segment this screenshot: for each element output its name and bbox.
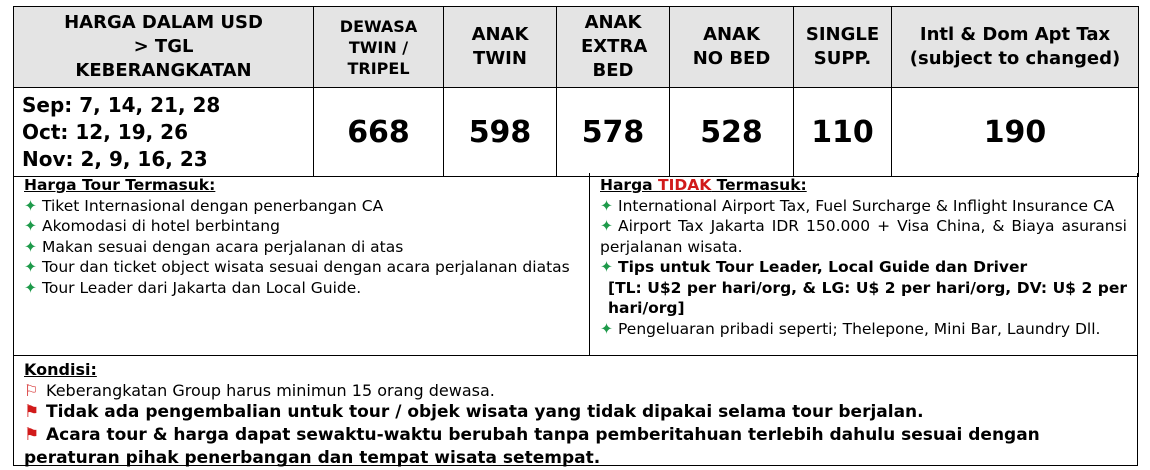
included-item-text: Makan sesuai dengan acara perjalanan di atas: [42, 237, 404, 256]
price-single-supp: 110: [794, 88, 892, 177]
inclusions-section: [13, 173, 1138, 356]
excluded-column: [590, 173, 1137, 355]
four-point-star-icon: ✦: [600, 196, 613, 215]
four-point-star-icon: ✦: [600, 258, 613, 276]
included-item-text: Tour dan ticket object wisata sesuai dengan acara perjalanan diatas: [42, 258, 570, 276]
four-point-star-icon: ✦: [600, 217, 613, 235]
four-point-star-icon: ✦: [24, 217, 37, 235]
included-item: [24, 216, 579, 237]
price-adult-twin: 668: [314, 88, 444, 177]
condition-item-text: Keberangkatan Group harus minimun 15 orang dewasa.: [46, 381, 495, 400]
conditions-title: Kondisi:: [24, 360, 97, 379]
date-line-nov: Nov: 2, 9, 16, 23: [22, 146, 208, 171]
header-child-no-bed: ANAK NO BED: [670, 7, 794, 88]
conditions-section: [13, 356, 1138, 466]
four-point-star-icon: ✦: [24, 237, 37, 256]
four-point-star-icon: ✦: [24, 278, 37, 297]
excluded-item-text: Airport Tax Jakarta IDR 150.000 + Visa China, & Biaya asuransi perjalanan wisata.: [600, 217, 1127, 256]
price-apt-tax: 190: [892, 88, 1139, 177]
included-item: [24, 278, 579, 299]
excluded-title: [600, 175, 1127, 196]
condition-item: [24, 424, 1127, 470]
price-table-row: [14, 88, 1139, 177]
excluded-title-post: Termasuk:: [711, 176, 807, 194]
excluded-item-text: International Airport Tax, Fuel Surcharge & Inflight Insurance CA: [618, 196, 1115, 215]
price-child-extra-bed: 578: [557, 88, 670, 177]
excluded-item: [600, 216, 1127, 257]
condition-item: [24, 380, 1127, 401]
included-title: Harga Tour Termasuk:: [24, 176, 216, 194]
flag-icon: ⚑: [24, 425, 40, 445]
included-item-text: Tiket Internasional dengan penerbangan CA: [42, 196, 384, 215]
excluded-title-pre: Harga: [600, 176, 659, 194]
date-line-sep: Sep: 7, 14, 21, 28: [22, 92, 221, 117]
four-point-star-icon: ✦: [600, 319, 613, 338]
header-date: HARGA DALAM USD > TGL KEBERANGKATAN: [14, 7, 314, 88]
tips-detail: [TL: U$2 per hari/org, & LG: U$ 2 per hari/org, DV: U$ 2 per hari/org]: [608, 278, 1127, 317]
included-item-text: Tour Leader dari Jakarta dan Local Guide.: [42, 278, 362, 297]
excluded-item-text: Pengeluaran pribadi seperti; Thelepone, Mini Bar, Laundry Dll.: [618, 319, 1101, 338]
excluded-item-text: Tips untuk Tour Leader, Local Guide dan Driver: [618, 258, 1028, 276]
price-child-no-bed: 528: [670, 88, 794, 177]
flag-icon: ⚐: [24, 381, 39, 400]
header-child-extra-bed: ANAK EXTRA BED: [557, 7, 670, 88]
included-item: [24, 196, 579, 217]
date-line-oct: Oct: 12, 19, 26: [22, 119, 188, 144]
departure-dates: [14, 88, 314, 177]
header-child-twin: ANAK TWIN: [444, 7, 557, 88]
included-column: [14, 173, 590, 355]
condition-item-text: Acara tour & harga dapat sewaktu-waktu berubah tanpa pemberitahuan terlebih dahulu sesuai dengan peraturan pihak penerbangan dan tempat wisata setempat.: [24, 425, 1040, 468]
header-single-supp: SINGLE SUPP.: [794, 7, 892, 88]
four-point-star-icon: ✦: [24, 196, 37, 215]
price-table: [13, 6, 1139, 177]
price-table-header-row: [14, 7, 1139, 88]
price-child-twin: 598: [444, 88, 557, 177]
included-item-text: Akomodasi di hotel berbintang: [42, 217, 280, 235]
header-adult-twin: DEWASA TWIN / TRIPEL: [314, 7, 444, 88]
excluded-item: [600, 257, 1127, 278]
included-item: [24, 257, 579, 278]
condition-item-text: Tidak ada pengembalian untuk tour / objek wisata yang tidak dipakai selama tour berjalan.: [46, 402, 924, 422]
excluded-item: [600, 319, 1127, 340]
excluded-item: [600, 196, 1127, 217]
header-apt-tax: Intl & Dom Apt Tax (subject to changed): [892, 7, 1139, 88]
excluded-title-emphasis: TIDAK: [658, 176, 712, 194]
included-item: [24, 237, 579, 258]
flag-icon: ⚑: [24, 402, 40, 422]
condition-item: [24, 401, 1127, 424]
four-point-star-icon: ✦: [24, 258, 37, 276]
